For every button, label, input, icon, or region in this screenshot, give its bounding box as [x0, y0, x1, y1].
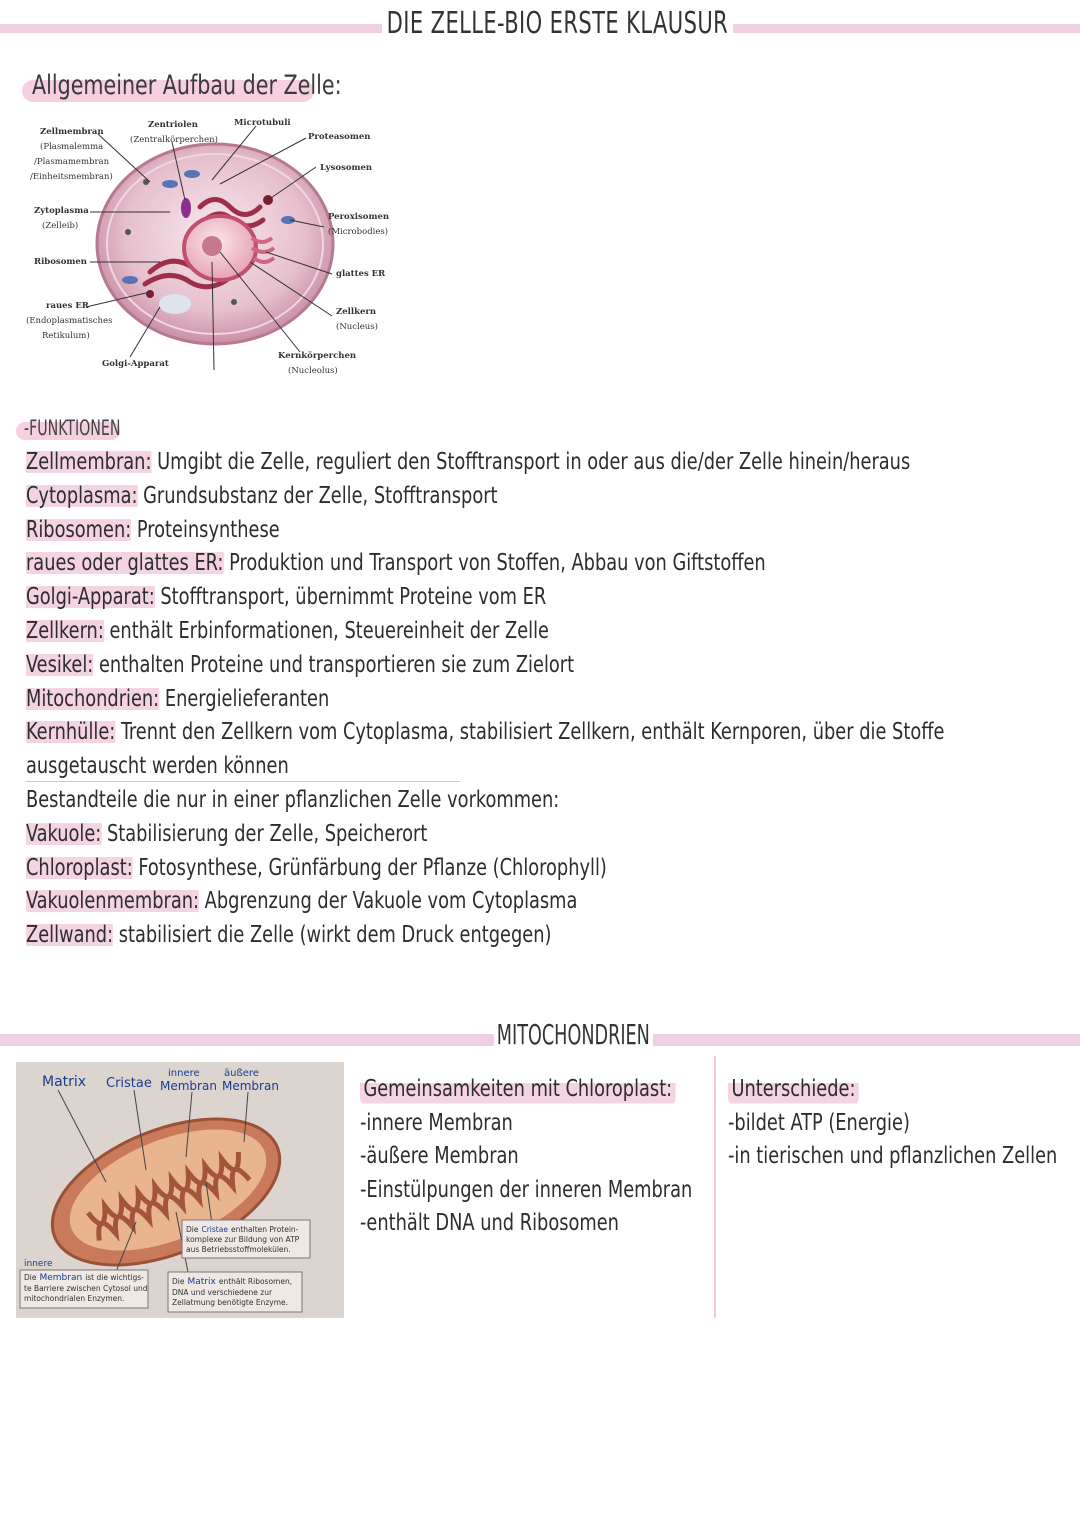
caption-line: DNA und verschiedene zur [172, 1288, 273, 1297]
label-zentriolen: Zentriolen [148, 120, 198, 130]
section-title: Allgemeiner Aufbau der Zelle: [32, 70, 342, 101]
label-golgi: Golgi-Apparat [102, 359, 169, 369]
label-raues-er: raues ER [46, 301, 89, 311]
label-membran2: Membran [222, 1079, 279, 1093]
functions-list [26, 446, 1056, 953]
label-zytoplasma: Zytoplasma [34, 206, 89, 216]
term: Vakuolenmembran: [26, 888, 200, 915]
common-title: Gemeinsamkeiten mit Chloroplast: [360, 1073, 676, 1107]
caption-line: Zellatmung benötigte Enzyme. [172, 1298, 289, 1307]
function-line [26, 514, 912, 548]
label-glattes-er: glattes ER [336, 269, 386, 279]
caption-hand: Membran [39, 1273, 83, 1283]
desc: stabilisiert die Zelle (wirkt dem Druck entgegen) [113, 922, 552, 949]
term: Zellwand: [26, 922, 114, 949]
label-aeussere: äußere [224, 1068, 259, 1079]
label-ribosomen: Ribosomen [34, 257, 87, 267]
plant-line [26, 919, 912, 953]
function-line [26, 581, 912, 615]
function-line [26, 446, 912, 480]
label-microtubuli: Microtubuli [234, 118, 291, 128]
term: Cytoplasma: [26, 482, 138, 509]
caption-line: mitochondrialen Enzymen. [24, 1294, 125, 1303]
nucleus-shape [184, 216, 256, 280]
function-line [26, 480, 912, 514]
caption-hand-innere: innere [24, 1259, 53, 1269]
term: Zellmembran: [26, 449, 152, 475]
plant-intro: Bestandteile die nur in einer pflanzlichen Zelle vorkommen: [26, 786, 560, 813]
page-title: DIE ZELLE-BIO ERSTE KLAUSUR [382, 6, 733, 41]
caption-line: te Barriere zwischen Cytosol und [24, 1284, 148, 1293]
function-line [26, 615, 912, 649]
common-item: -enthält DNA und Ribosomen [360, 1210, 619, 1236]
caption-pre: Die [172, 1277, 185, 1286]
term: Kernhülle: [26, 719, 116, 746]
diff-item: -bildet ATP (Energie) [728, 1109, 910, 1136]
term: Vesikel: [26, 651, 94, 678]
label-zellmembran-sub2: /Plasmamembran [34, 157, 110, 167]
caption-line: komplexe zur Bildung von ATP [186, 1235, 300, 1244]
desc: Energielieferanten [159, 685, 330, 712]
mitochondrion-image [16, 1062, 344, 1318]
divider [26, 781, 460, 782]
desc: Proteinsynthese [131, 516, 280, 543]
common-item: -äußere Membran [360, 1143, 519, 1169]
label-lysosomen: Lysosomen [320, 163, 373, 173]
label-membran1: Membran [160, 1079, 217, 1093]
caption-pre: Die [186, 1225, 199, 1234]
label-zellkern: Zellkern [336, 307, 377, 317]
functions-title: -FUNKTIONEN [24, 416, 121, 440]
caption-line: aus Betriebsstoffmolekülen. [186, 1245, 291, 1254]
common-column [360, 1073, 692, 1241]
svg-text:DieMatrixenthält Ribosomen, [172, 1277, 292, 1287]
term: raues oder glattes ER: [26, 550, 224, 577]
label-kernkoerperchen-sub: (Nucleolus) [288, 366, 338, 376]
caption-line: enthalten Protein- [230, 1225, 299, 1234]
term: Chloroplast: [26, 854, 133, 881]
term: Mitochondrien: [26, 685, 160, 712]
desc: enthalten Proteine und transportieren sie zum Zielort [93, 651, 575, 678]
cell-diagram [20, 112, 400, 384]
desc: Fotosynthese, Grünfärbung der Pflanze (Chlorophyll) [132, 854, 607, 881]
desc: Stofftransport, übernimmt Proteine vom ER [154, 584, 547, 611]
label-raues-er-sub1: (Endoplasmatisches [26, 316, 113, 326]
function-line [26, 547, 912, 581]
label-raues-er-sub2: Retikulum) [42, 331, 90, 341]
label-proteasomen: Proteasomen [308, 132, 371, 142]
caption-hand: Cristae [201, 1225, 228, 1234]
caption-line: ist die wichtigs- [85, 1273, 144, 1282]
label-innere-top: innere [168, 1068, 200, 1079]
caption-matrix [168, 1272, 302, 1312]
label-matrix: Matrix [42, 1074, 87, 1090]
common-item: -Einstülpungen der inneren Membran [360, 1176, 693, 1203]
desc: Produktion und Transport von Stoffen, Abbau von Giftstoffen [223, 550, 766, 577]
label-kernkoerperchen: Kernkörperchen [278, 351, 357, 361]
label-peroxisomen-sub: (Microbodies) [328, 227, 389, 237]
label-peroxisomen: Peroxisomen [328, 212, 390, 222]
term: Zellkern: [26, 617, 104, 644]
label-zytoplasma-sub: (Zelleib) [42, 221, 79, 231]
column-divider [714, 1056, 716, 1318]
desc: enthält Erbinformationen, Steuereinheit der Zelle [103, 617, 550, 644]
caption-cristae [182, 1220, 310, 1258]
label-cristae: Cristae [106, 1076, 152, 1091]
label-zellmembran: Zellmembran [40, 127, 104, 137]
desc: Trennt den Zellkern vom Cytoplasma, stabilisiert Zellkern, enthält Kernporen, über die Stoffe [115, 719, 945, 746]
plant-line [26, 852, 912, 886]
diff-item: -in tierischen und pflanzlichen Zellen [728, 1143, 1058, 1169]
function-line [26, 683, 912, 717]
label-zentriolen-sub: (Zentralkörperchen) [130, 135, 218, 145]
caption-line: enthält Ribosomen, [218, 1277, 293, 1286]
desc: Grundsubstanz der Zelle, Stofftransport [137, 482, 498, 509]
label-zellkern-sub: (Nucleus) [336, 322, 378, 332]
function-line [26, 716, 945, 750]
term: Golgi-Apparat: [26, 584, 155, 611]
function-continuation: ausgetauscht werden können [26, 753, 289, 780]
function-line [26, 649, 912, 683]
label-zellmembran-sub1: (Plasmalemma [40, 142, 104, 152]
caption-pre: Die [24, 1273, 37, 1282]
desc: Umgibt die Zelle, reguliert den Stofftransport in oder aus die/der Zelle hinein/heraus [151, 449, 911, 475]
term: Vakuole: [26, 820, 102, 847]
diff-title: Unterschiede: [728, 1073, 859, 1107]
diff-column [728, 1073, 1057, 1174]
term: Ribosomen: [26, 516, 132, 543]
common-item: -innere Membran [360, 1109, 513, 1136]
label-zellmembran-sub3: /Einheitsmembran) [30, 172, 113, 182]
caption-hand: Matrix [187, 1277, 216, 1287]
mito-title: MITOCHONDRIEN [494, 1018, 653, 1051]
plant-line [26, 818, 912, 852]
desc: Abgrenzung der Vakuole vom Cytoplasma [199, 888, 578, 915]
desc: Stabilisierung der Zelle, Speicherort [101, 820, 428, 847]
svg-text:DieCristaeenthalten Protein- [186, 1225, 299, 1234]
plant-line [26, 885, 912, 919]
